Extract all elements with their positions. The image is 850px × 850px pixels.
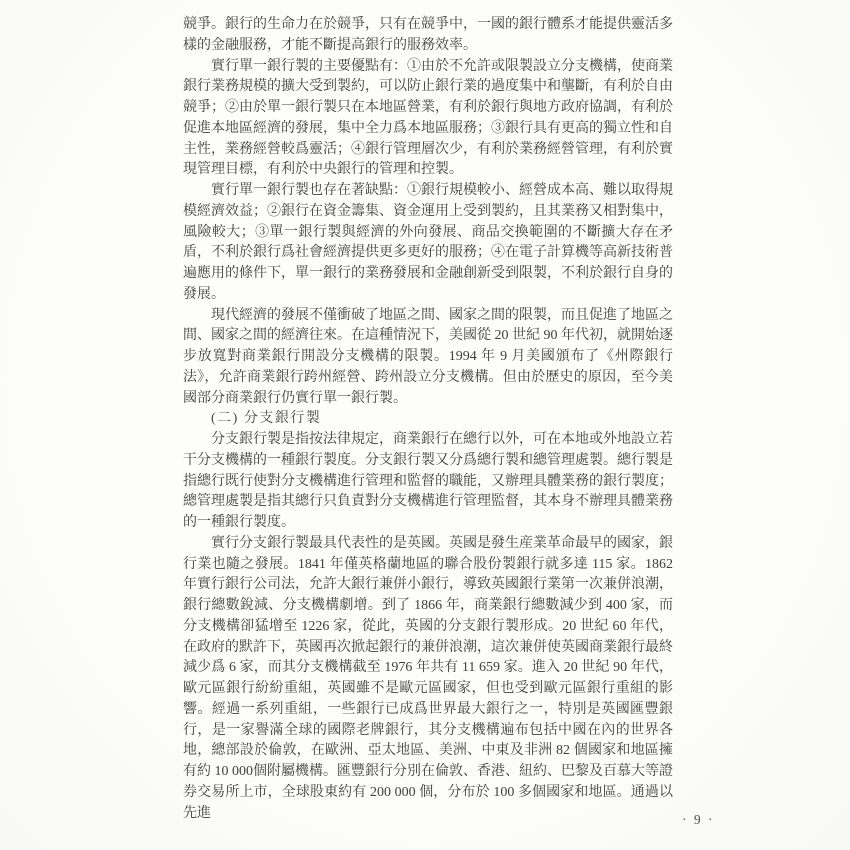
paragraph: 現代經濟的發展不僅衝破了地區之間、國家之間的限製，而且促進了地區之間、國家之間的經濟往來。在這種情況下，美國從 20 世紀 90 年代初，就開始逐步放寬對商業銀行開設分支機構的限製。1994 年 9 月美國頒布了《州際銀行法》，允許商業銀行跨州經營、跨州設立分支機構。但由於歷史的原因，至今美國部分商業銀行仍實行單一銀行製。 xyxy=(183,307,673,406)
paragraph: 競爭。銀行的生命力在於競爭，只有在競爭中，一國的銀行體系才能提供靈活多樣的金融服務，才能不斷提高銀行的服務效率。 xyxy=(183,17,673,53)
section-heading: (二) 分支銀行製 xyxy=(211,411,322,427)
page-number: · 9 · xyxy=(682,812,715,827)
paragraph: 實行分支銀行製最具代表性的是英國。英國是發生産業革命最早的國家，銀行業也隨之發展。1841 年僅英格蘭地區的聯合股份製銀行就多達 115 家。1862 年實行銀行公司法，允許大銀行兼併小銀行，導致英國銀行業第一次兼併浪潮，銀行總數銳減、分支機構劇增。到了 1866 年，商業銀行總數減少到 400 家，而分支機構卻猛增至 1226 家，從此，英國的分支銀行製形成。20 世紀 60 年代，在政府的默許下，英國再次掀起銀行的兼併浪潮，這次兼併使英國商業銀行最終減少爲 6 家，而其分支機構截至 1976 年共有 11 659 家。進入 20 世紀 90 年代，歐元區銀行紛紛重組，英國雖不是歐元區國家，但也受到歐元區銀行重組的影響。經過一系列重組，一些銀行已成爲世界最大銀行之一，特別是英國匯豐銀行，是一家譽滿全球的國際老牌銀行，其分支機構遍布包括中國在內的世界各地，總部設於倫敦，在歐洲、亞太地區、美洲、中東及非洲 82 個國家和地區擁有約 10 000個附屬機構。匯豐銀行分別在倫敦、香港、紐約、巴黎及百慕大等證券交易所上市，全球股東約有 200 000 個，分布於 100 多個國家和地區。通過以先進 xyxy=(183,535,673,821)
text-block xyxy=(183,15,673,824)
paragraph: 實行單一銀行製也存在著缺點：①銀行規模較小、經營成本高、難以取得規模經濟效益；②銀行在資金籌集、資金運用上受到製約，且其業務又相對集中，風險較大；③單一銀行製與經濟的外向發展、商品交換範圍的不斷擴大存在矛盾，不利於銀行爲社會經濟提供更多更好的服務；④在電子計算機等高新技術普遍應用的條件下，單一銀行的業務發展和金融創新受到限製，不利於銀行自身的發展。 xyxy=(183,183,673,302)
paragraph: 實行單一銀行製的主要優點有：①由於不允許或限製設立分支機構，使商業銀行業務規模的擴大受到製約，可以防止銀行業的過度集中和壟斷，有利於自由競爭；②由於單一銀行製只在本地區營業，有利於銀行與地方政府協調，有利於促進本地區經濟的發展，集中全力爲本地區服務；③銀行具有更高的獨立性和自主性，業務經營較爲靈活；④銀行管理層次少，有利於業務經營管理，有利於實現管理目標，有利於中央銀行的管理和控製。 xyxy=(183,58,673,178)
paragraph: 分支銀行製是指按法律規定，商業銀行在總行以外，可在本地或外地設立若干分支機構的一種銀行製度。分支銀行製又分爲總行製和總管理處製。總行製是指總行既行使對分支機構進行管理和監督的職能，又辦理具體業務的銀行製度；總管理處製是指其總行只負責對分支機構進行管理監督，其本身不辦理具體業務的一種銀行製度。 xyxy=(183,432,673,530)
